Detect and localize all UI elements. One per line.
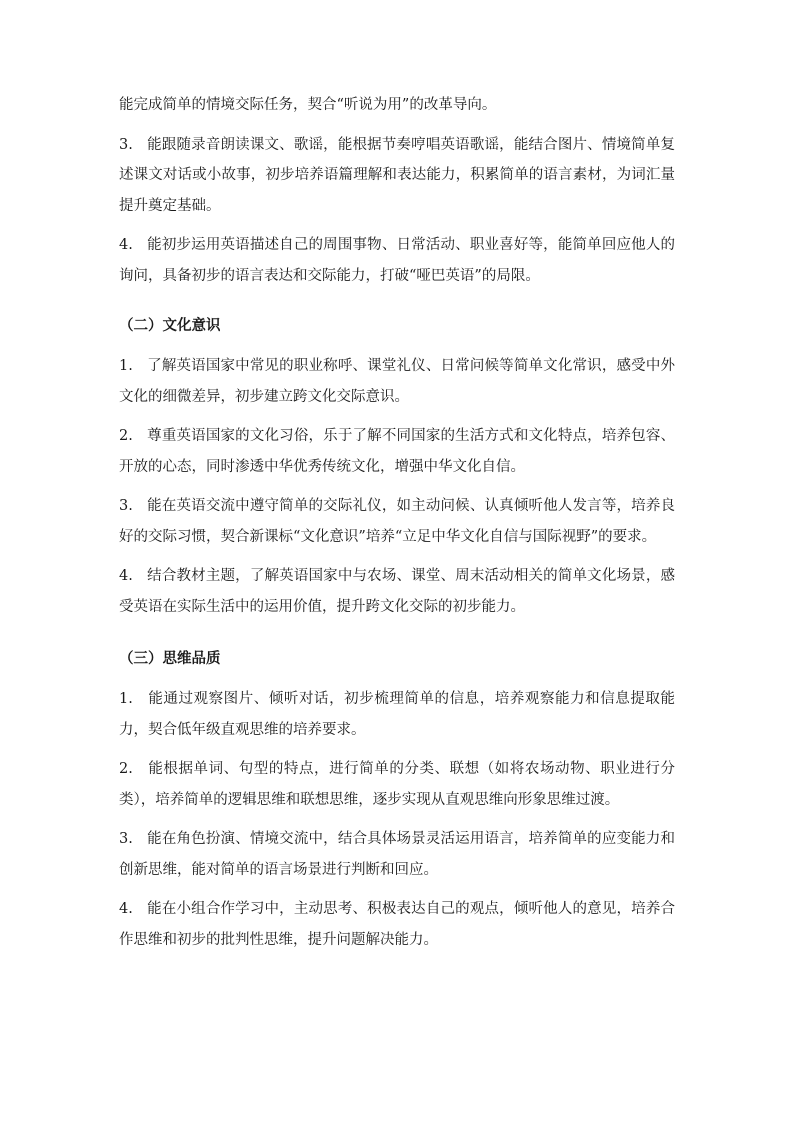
- paragraph-item-2: 2. 能根据单词、句型的特点，进行简单的分类、联想（如将农场动物、职业进行分类），培养简单的逻辑思维和联想思维，逐步实现从直观思维向形象思维过渡。: [119, 761, 675, 808]
- document-body: [119, 90, 675, 964]
- paragraph-item-4: 4. 结合教材主题，了解英语国家中与农场、课堂、周末活动相关的简单文化场景，感受英语在实际生活中的运用价值，提升跨文化交际的初步能力。: [119, 568, 675, 615]
- paragraph-item-2: 2. 尊重英语国家的文化习俗，乐于了解不同国家的生活方式和文化特点，培养包容、开放的心态，同时渗透中华优秀传统文化，增强中华文化自信。: [119, 428, 675, 475]
- paragraph-item-4: 4. 能初步运用英语描述自己的周围事物、日常活动、职业喜好等，能简单回应他人的询问，具备初步的语言表达和交际能力，打破“哑巴英语”的局限。: [119, 237, 675, 284]
- paragraph-item-3: 3. 能在角色扮演、情境交流中，结合具体场景灵活运用语言，培养简单的应变能力和创新思维，能对简单的语言场景进行判断和回应。: [119, 831, 675, 878]
- section-heading-culture: （二）文化意识: [119, 318, 221, 334]
- paragraph-continuation: 能完成简单的情境交际任务，契合“听说为用”的改革导向。: [119, 97, 497, 113]
- paragraph-item-1: 1. 了解英语国家中常见的职业称呼、课堂礼仪、日常问候等简单文化常识，感受中外文化的细微差异，初步建立跨文化交际意识。: [119, 358, 675, 405]
- paragraph-item-1: 1. 能通过观察图片、倾听对话，初步梳理简单的信息，培养观察能力和信息提取能力，契合低年级直观思维的培养要求。: [119, 691, 675, 738]
- paragraph-item-3: 3. 能跟随录音朗读课文、歌谣，能根据节奏哼唱英语歌谣，能结合图片、情境简单复述课文对话或小故事，初步培养语篇理解和表达能力，积累简单的语言素材，为词汇量提升奠定基础。: [119, 136, 675, 214]
- paragraph-item-4: 4. 能在小组合作学习中，主动思考、积极表达自己的观点，倾听他人的意见，培养合作思维和初步的批判性思维，提升问题解决能力。: [119, 901, 675, 948]
- paragraph-item-3: 3. 能在英语交流中遵守简单的交际礼仪，如主动问候、认真倾听他人发言等，培养良好的交际习惯，契合新课标“文化意识”培养“立足中华文化自信与国际视野”的要求。: [119, 498, 675, 545]
- section-heading-thinking: （三）思维品质: [119, 651, 221, 667]
